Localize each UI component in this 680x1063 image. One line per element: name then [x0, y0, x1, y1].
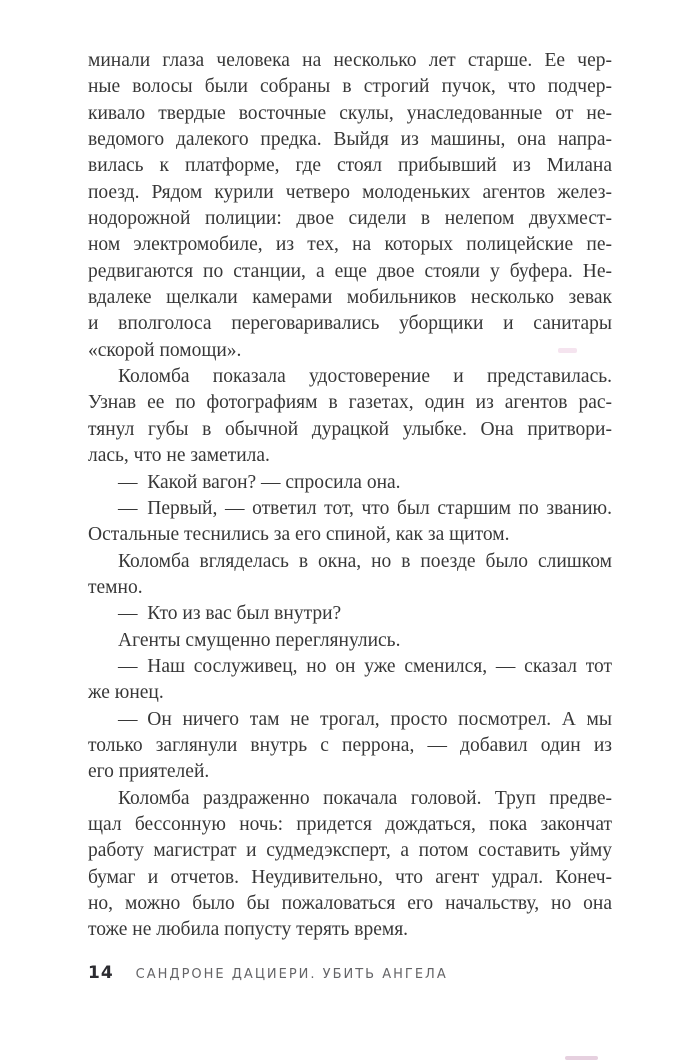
text-line: Узнав ее по фотографиям в газетах, один из агентов рас- [88, 392, 612, 414]
text-line: тянул губы в обычной дурацкой улыбке. Она притвори- [88, 418, 612, 440]
text-line: Коломба показала удостоверение и представилась. [118, 366, 612, 388]
page-number: 14 [88, 963, 114, 983]
running-title: САНДРОНЕ ДАЦИЕРИ. УБИТЬ АНГЕЛА [135, 967, 448, 982]
text-line: темно. [88, 576, 143, 598]
text-line: лась, что не заметила. [88, 445, 270, 467]
text-line: вдалеке щелкали камерами мобильников несколько зевак [88, 287, 612, 309]
text-line: — Первый, — ответил тот, что был старшим по званию. [118, 497, 612, 519]
text-line: и вполголоса переговаривались уборщики и санитары [88, 313, 612, 335]
page-footer [88, 963, 448, 983]
text-line: его приятелей. [88, 761, 210, 783]
text-line: вилась к платформе, где стоял прибывший из Милана [88, 155, 612, 177]
text-line: Коломба раздраженно покачала головой. Труп предве- [118, 787, 612, 809]
text-line: ном электромобиле, из тех, на которых полицейские пе- [88, 234, 612, 256]
scan-artifact [565, 1056, 598, 1060]
text-line: же юнец. [88, 682, 164, 704]
text-line: нодорожной полиции: двое сидели в нелепом двухмест- [88, 208, 612, 230]
text-line: Агенты смущенно переглянулись. [118, 629, 401, 651]
scan-artifact [558, 348, 577, 353]
text-line: только заглянули внутрь с перрона, — добавил один из [88, 734, 612, 756]
text-line: минали глаза человека на несколько лет старше. Ее чер- [88, 50, 612, 71]
text-line: редвигаются по станции, а еще двое стояли у буфера. Не- [88, 260, 612, 282]
text-line: но, можно было бы пожаловаться его начальству, но она [88, 893, 612, 914]
page-text [88, 48, 612, 944]
text-line: щал бессонную ночь: придется дождаться, пока закончат [88, 813, 612, 835]
text-line: работу магистрат и судмедэксперт, а потом составить уйму [88, 840, 612, 862]
text-line: — Какой вагон? — спросила она. [118, 471, 401, 493]
text-line: тоже не любила попусту терять время. [88, 919, 409, 941]
text-line: бумаг и отчетов. Неудивительно, что агент удрал. Конеч- [88, 866, 612, 888]
text-line: Остальные теснились за его спиной, как за щитом. [88, 524, 510, 546]
text-line: — Наш сослуживец, но он уже сменился, — сказал тот [118, 655, 612, 677]
text-line: ные волосы были собраны в строгий пучок, что подчер- [88, 76, 612, 98]
text-line: ведомого далекого предка. Выйдя из машины, она напра- [88, 129, 612, 151]
text-line: Коломба вгляделась в окна, но в поезде было слишком [118, 550, 612, 572]
text-line: — Кто из вас был внутри? [118, 603, 342, 625]
text-line: кивало твердые восточные скулы, унаследованные от не- [88, 102, 612, 124]
text-line: «скорой помощи». [88, 339, 242, 361]
text-line: — Он ничего там не трогал, просто посмотрел. А мы [118, 708, 612, 730]
text-line: поезд. Рядом курили четверо молоденьких агентов желез- [88, 181, 612, 203]
